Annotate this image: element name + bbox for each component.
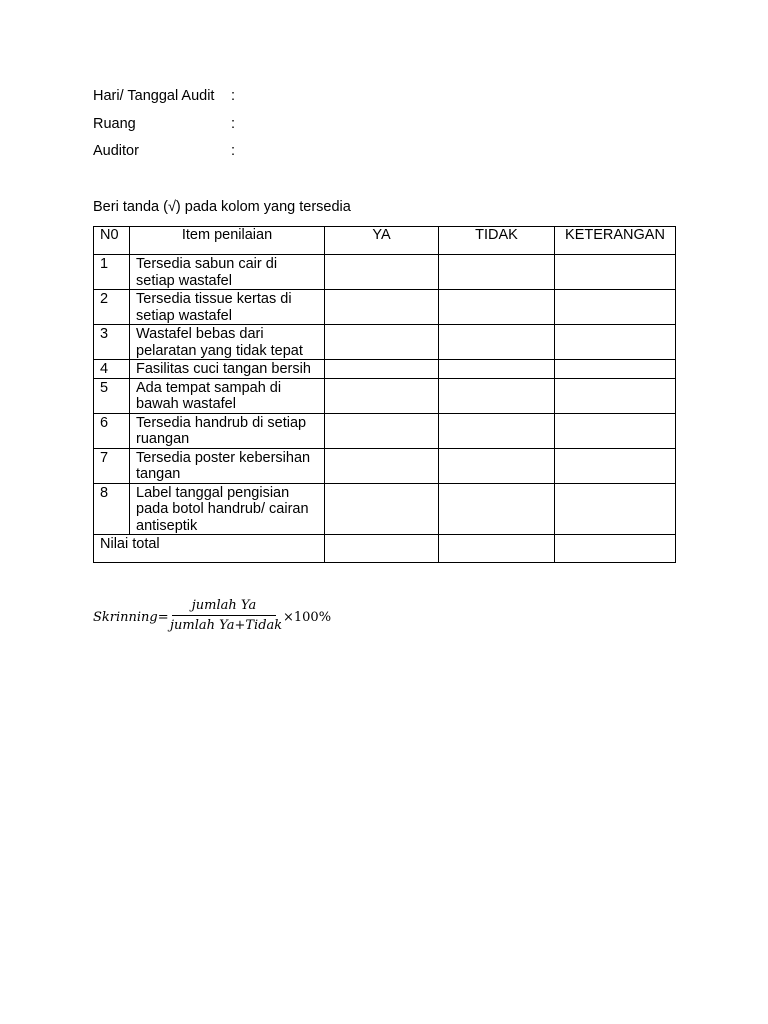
table-row: [94, 448, 676, 483]
field-auditor-label: Auditor: [93, 143, 139, 159]
total-label: Nilai total: [94, 535, 325, 563]
keterangan-cell[interactable]: [555, 483, 676, 535]
tidak-cell[interactable]: [439, 325, 555, 360]
keterangan-cell[interactable]: [555, 360, 676, 379]
field-room-label: Ruang: [93, 115, 136, 132]
ya-cell[interactable]: [325, 325, 439, 360]
ya-cell[interactable]: [325, 255, 439, 290]
tidak-cell[interactable]: [439, 378, 555, 413]
keterangan-cell[interactable]: [555, 448, 676, 483]
formula-fraction: [170, 598, 283, 633]
row-item: Label tanggal pengisian pada botol handrub/ cairan antiseptik: [130, 483, 325, 535]
tidak-cell[interactable]: [439, 360, 555, 379]
ya-cell[interactable]: [325, 360, 439, 379]
keterangan-cell[interactable]: [555, 378, 676, 413]
formula-numerator: jumlah Ya: [191, 598, 257, 613]
table-row: [94, 360, 676, 379]
table-header-row: [94, 227, 676, 255]
ya-cell[interactable]: [325, 413, 439, 448]
row-number: 8: [94, 483, 130, 535]
tidak-cell[interactable]: [439, 290, 555, 325]
tidak-cell[interactable]: [439, 448, 555, 483]
row-item: Tersedia sabun cair di setiap wastafel: [130, 255, 325, 290]
instruction-text: Beri tanda (√) pada kolom yang tersedia: [93, 199, 351, 215]
row-item: Tersedia tissue kertas di setiap wastafel: [130, 290, 325, 325]
column-header-no: N0: [94, 227, 130, 255]
row-number: 6: [94, 413, 130, 448]
row-number: 2: [94, 290, 130, 325]
row-number: 4: [94, 360, 130, 379]
table-row: [94, 378, 676, 413]
tidak-cell[interactable]: [439, 255, 555, 290]
column-header-keterangan: KETERANGAN: [555, 227, 676, 255]
keterangan-cell[interactable]: [555, 325, 676, 360]
formula-denominator: jumlah Ya+Tidak: [170, 618, 283, 633]
ya-cell[interactable]: [325, 290, 439, 325]
table-row: [94, 255, 676, 290]
row-item: Wastafel bebas dari pelaratan yang tidak tepat: [130, 325, 325, 360]
table-row: [94, 325, 676, 360]
row-number: 1: [94, 255, 130, 290]
ya-cell[interactable]: [325, 378, 439, 413]
row-item: Tersedia poster kebersihan tangan: [130, 448, 325, 483]
tidak-cell[interactable]: [439, 483, 555, 535]
table-row: [94, 290, 676, 325]
field-room-colon: :: [231, 115, 236, 132]
row-number: 5: [94, 378, 130, 413]
keterangan-cell[interactable]: [555, 290, 676, 325]
total-tidak-cell[interactable]: [439, 535, 555, 563]
column-header-ya: YA: [325, 227, 439, 255]
row-number: 3: [94, 325, 130, 360]
column-header-item: Item penilaian: [130, 227, 325, 255]
keterangan-cell[interactable]: [555, 413, 676, 448]
ya-cell[interactable]: [325, 448, 439, 483]
field-auditor-colon: :: [231, 143, 236, 159]
field-date-label: Hari/ Tanggal Audit: [93, 88, 215, 104]
row-item: Fasilitas cuci tangan bersih: [130, 360, 325, 379]
total-ya-cell[interactable]: [325, 535, 439, 563]
ya-cell[interactable]: [325, 483, 439, 535]
total-keterangan-cell[interactable]: [555, 535, 676, 563]
formula-lhs: Skrinning=: [93, 610, 169, 625]
table-row: [94, 413, 676, 448]
tidak-cell[interactable]: [439, 413, 555, 448]
audit-checklist-table: [93, 226, 676, 563]
table-total-row: [94, 535, 676, 563]
row-item: Tersedia handrub di setiap ruangan: [130, 413, 325, 448]
row-number: 7: [94, 448, 130, 483]
table-row: [94, 483, 676, 535]
field-date-colon: :: [231, 88, 236, 104]
keterangan-cell[interactable]: [555, 255, 676, 290]
row-item: Ada tempat sampah di bawah wastafel: [130, 378, 325, 413]
column-header-tidak: TIDAK: [439, 227, 555, 255]
formula-rhs: ×100%: [283, 610, 332, 625]
